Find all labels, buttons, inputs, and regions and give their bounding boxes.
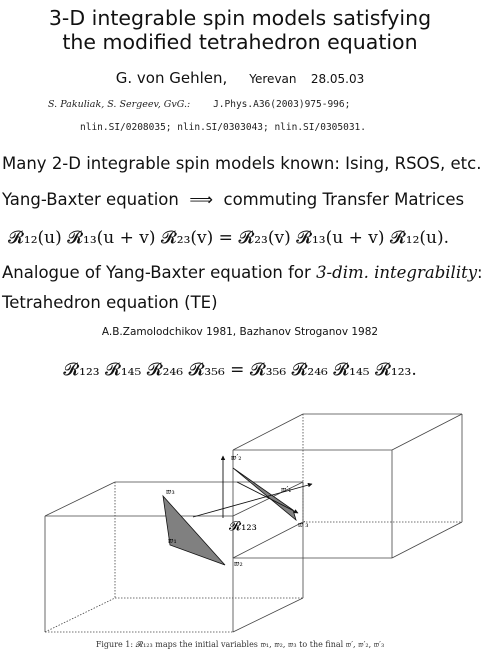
paragraph-models: Many 2-D integrable spin models known: Ising, RSOS, etc.: [2, 154, 482, 173]
ybe-equation: 𝓡₁₂(u) 𝓡₁₃(u + v) 𝓡₂₃(v) = 𝓡₂₃(v) 𝓡₁₃(u + v) 𝓡₁₂(u).: [8, 228, 450, 248]
transfer-matrices-text: commuting Transfer Matrices: [223, 190, 465, 209]
figure-cubes: [0, 400, 480, 635]
author-place: Yerevan: [249, 72, 297, 86]
figure-caption: Figure 1: 𝓡₁₂₃ maps the initial variables 𝔴₁, 𝔴₂, 𝔴₃ to the final 𝔴′, 𝔴′₂, 𝔴′₃: [95, 640, 385, 649]
author-date: 28.05.03: [310, 72, 365, 86]
paragraph-ybe: [2, 190, 464, 209]
reference-journal: J.Phys.A36(2003)975-996;: [213, 99, 351, 110]
implies-arrow: ⟹: [189, 190, 214, 209]
tetrahedron-equation: 𝓡₁₂₃ 𝓡₁₄₅ 𝓡₂₄₆ 𝓡₃₅₆ = 𝓡₃₅₆ 𝓡₂₄₆ 𝓡₁₄₅ 𝓡₁₂₃.: [63, 360, 417, 380]
right-cube: [233, 414, 462, 558]
reference-authors: S. Pakuliak, S. Sergeev, GvG.:: [48, 99, 191, 110]
paragraph-analogue: [2, 263, 483, 282]
paragraph-te: Tetrahedron equation (TE): [2, 293, 218, 312]
ybe-text: Yang-Baxter equation: [2, 190, 179, 209]
w3-label: 𝔴₃: [166, 487, 175, 496]
analogue-text: Analogue of Yang-Baxter equation for: [2, 263, 311, 282]
right-triangle: [233, 468, 296, 520]
left-cube: [45, 482, 303, 632]
references-line-2: nlin.SI/0208035; nlin.SI/0303043; nlin.SI/0305031.: [80, 122, 366, 133]
w2-label: 𝔴₂: [234, 559, 243, 568]
w2-prime-label: 𝔴′₂: [231, 453, 242, 462]
author-line: [0, 69, 480, 87]
title-line-2: the modified tetrahedron equation: [62, 30, 418, 54]
author-name: G. von Gehlen,: [115, 69, 228, 87]
arrow-right: [193, 484, 312, 517]
analogue-suffix: :: [477, 263, 483, 282]
references-line-1: [48, 99, 350, 110]
w1-label: 𝔴₁: [168, 536, 177, 545]
title-line-1: 3-D integrable spin models satisfying: [48, 6, 432, 30]
citation: A.B.Zamolodchikov 1981, Bazhanov Stroganov 1982: [101, 326, 379, 338]
analogue-emphasis: 3-dim. integrability: [316, 263, 478, 282]
w1-prime-label: 𝔴′₁: [281, 485, 292, 494]
w3-prime-label: 𝔴′₃: [298, 520, 309, 529]
left-triangle: [163, 496, 225, 565]
center-label: 𝓡₁₂₃: [229, 519, 257, 534]
